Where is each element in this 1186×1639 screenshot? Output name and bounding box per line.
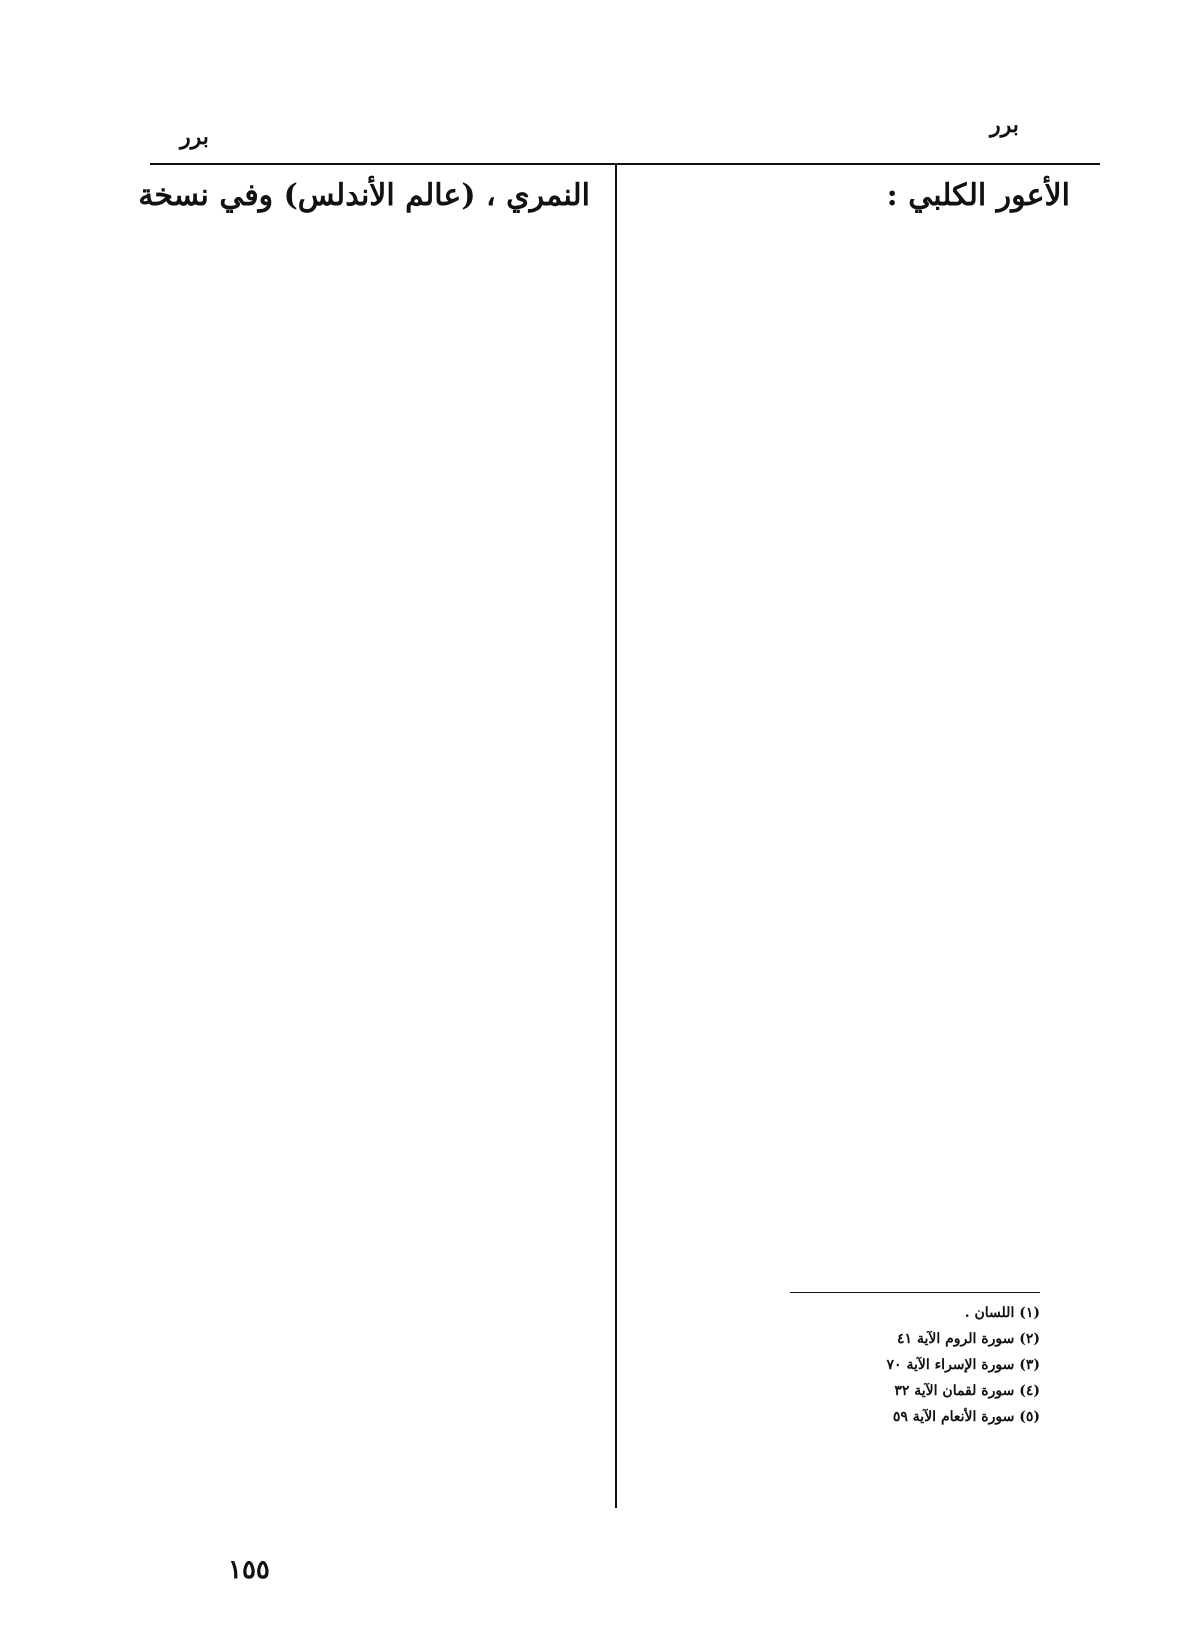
footnote: (٥) سورة الأنعام الآية ٥٩ xyxy=(892,1409,1040,1425)
text-line xyxy=(150,718,590,770)
footnote: (٤) سورة لقمان الآية ٣٢ xyxy=(894,1383,1040,1399)
text-line xyxy=(640,1030,1070,1082)
text-line xyxy=(150,222,590,274)
paragraph xyxy=(150,444,590,652)
text-line xyxy=(150,1082,590,1134)
text-line xyxy=(640,496,1070,548)
text-line: النمري ، (عالم الأندلس) وفي نسخة xyxy=(138,178,590,213)
footnote: (٢) سورة الروم الآية ٤١ xyxy=(897,1331,1040,1347)
text-line xyxy=(150,600,590,652)
text-line xyxy=(640,340,1070,392)
text-line xyxy=(640,444,1070,496)
page-number: ١٥٥ xyxy=(228,1555,270,1585)
paragraph xyxy=(150,666,590,1394)
paragraph xyxy=(640,1096,1070,1200)
text-line xyxy=(150,770,590,822)
text-line xyxy=(640,718,1070,770)
running-header-left: برر xyxy=(180,124,209,150)
text-line xyxy=(150,1134,590,1186)
text-line xyxy=(640,822,1070,874)
footnote: (١) اللسان . xyxy=(964,1305,1040,1321)
text-line xyxy=(150,496,590,548)
text-line xyxy=(640,1148,1070,1200)
left-column xyxy=(138,170,590,1408)
footnote-rule xyxy=(790,1292,1040,1293)
text-line xyxy=(640,874,1070,926)
text-line xyxy=(150,1290,590,1342)
running-header-right: برر xyxy=(990,112,1019,138)
text-line xyxy=(150,1238,590,1290)
text-line xyxy=(150,1030,590,1082)
paragraph xyxy=(138,170,590,430)
text-line xyxy=(640,1096,1070,1148)
text-line xyxy=(150,926,590,978)
paragraph xyxy=(640,666,1070,1082)
header-rule xyxy=(150,163,1100,165)
text-line: الأعور الكلبي : xyxy=(886,178,1070,213)
text-line xyxy=(150,548,590,600)
text-line xyxy=(640,548,1070,600)
text-line xyxy=(150,874,590,926)
text-line xyxy=(150,444,590,496)
text-line xyxy=(640,926,1070,978)
text-line xyxy=(640,666,1070,718)
footnote: (٣) سورة الإسراء الآية ٧٠ xyxy=(886,1357,1040,1373)
text-line xyxy=(640,222,1070,274)
footnotes xyxy=(790,1300,1040,1430)
text-line xyxy=(150,1186,590,1238)
paragraph xyxy=(640,170,1070,326)
paragraph xyxy=(640,340,1070,652)
text-line xyxy=(640,770,1070,822)
text-line xyxy=(150,822,590,874)
text-line xyxy=(640,274,1070,326)
right-column xyxy=(640,170,1070,1214)
text-line xyxy=(150,666,590,718)
column-divider xyxy=(615,163,617,1508)
text-line xyxy=(150,1342,590,1394)
text-line xyxy=(150,978,590,1030)
text-line xyxy=(640,978,1070,1030)
text-line xyxy=(150,326,590,378)
text-line xyxy=(640,392,1070,444)
text-line xyxy=(640,600,1070,652)
text-line xyxy=(150,274,590,326)
text-line xyxy=(150,378,590,430)
